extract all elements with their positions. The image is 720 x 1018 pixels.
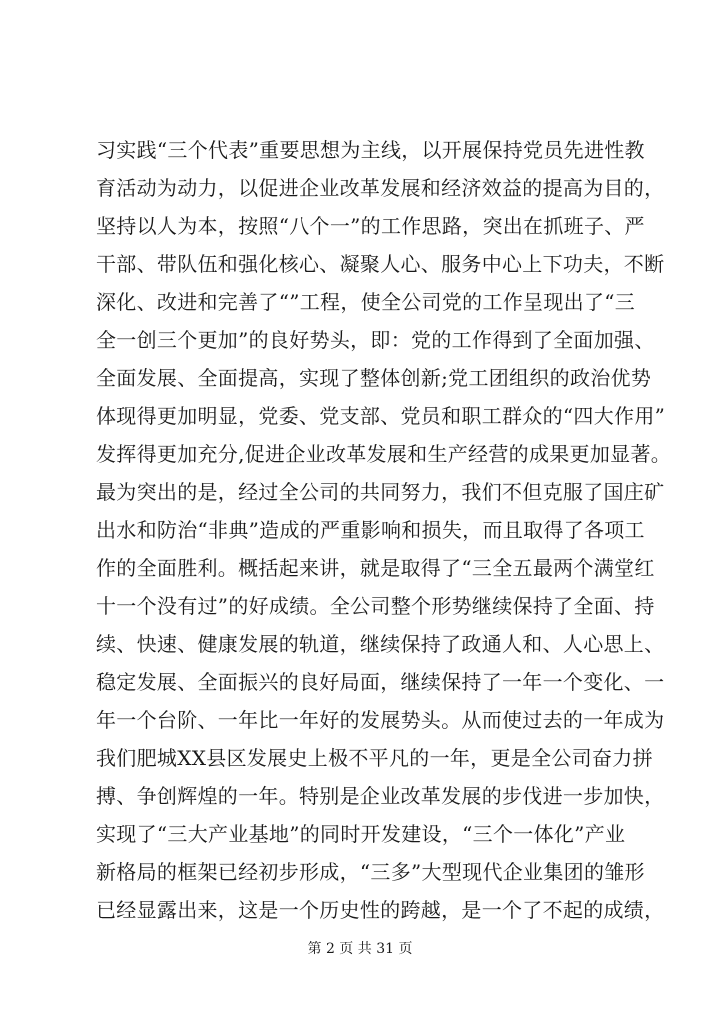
text-line: 全面发展、全面提高，实现了整体创新;党工团组织的政治优势 — [96, 366, 652, 390]
text-line: 续、快速、健康发展的轨道，继续保持了政通人和、人心思上、 — [96, 632, 665, 656]
text-line: 坚持以人为本，按照“八个一”的工作思路，突出在抓班子、严 — [96, 214, 645, 238]
text-line: 十一个没有过”的好成绩。全公司整个形势继续保持了全面、持 — [96, 594, 655, 618]
text-line: 新格局的框架已经初步形成，“三多”大型现代企业集团的雏形 — [96, 860, 645, 884]
text-line: 出水和防治“非典”造成的严重影响和损失，而且取得了各项工 — [96, 518, 645, 542]
text-line: 体现得更加明显，党委、党支部、党员和职工群众的“四大作用” — [96, 404, 666, 428]
text-line: 发挥得更加充分,促进企业改革发展和生产经营的成果更加显著。 — [96, 442, 672, 466]
text-line: 搏、争创辉煌的一年。特别是企业改革发展的步伐进一步加快， — [96, 784, 665, 808]
text-line: 全一创三个更加”的良好势头，即：党的工作得到了全面加强、 — [96, 328, 655, 352]
text-line: 稳定发展、全面振兴的良好局面，继续保持了一年一个变化、一 — [96, 670, 665, 694]
text-line: 干部、带队伍和强化核心、凝聚人心、服务中心上下功夫，不断 — [96, 252, 665, 276]
body-text — [96, 131, 676, 929]
text-line: 已经显露出来，这是一个历史性的跨越，是一个了不起的成绩， — [96, 898, 665, 922]
page-number-footer: 第 2 页 共 31 页 — [307, 941, 413, 957]
text-line: 年一个台阶、一年比一年好的发展势头。从而使过去的一年成为 — [96, 708, 665, 732]
text-line: 最为突出的是，经过全公司的共同努力，我们不但克服了国庄矿 — [96, 480, 665, 504]
text-line: 习实践“三个代表”重要思想为主线，以开展保持党员先进性教 — [96, 138, 645, 162]
text-line: 我们肥城XX县区发展史上极不平凡的一年，更是全公司奋力拼 — [96, 746, 653, 770]
text-line: 深化、改进和完善了“”工程，使全公司党的工作呈现出了“三 — [96, 290, 636, 314]
text-line: 实现了“三大产业基地”的同时开发建设，“三个一体化”产业 — [96, 822, 626, 846]
text-line: 作的全面胜利。概括起来讲，就是取得了“三全五最两个满堂红 — [96, 556, 655, 580]
text-line: 育活动为动力，以促进企业改革发展和经济效益的提高为目的， — [96, 176, 665, 200]
